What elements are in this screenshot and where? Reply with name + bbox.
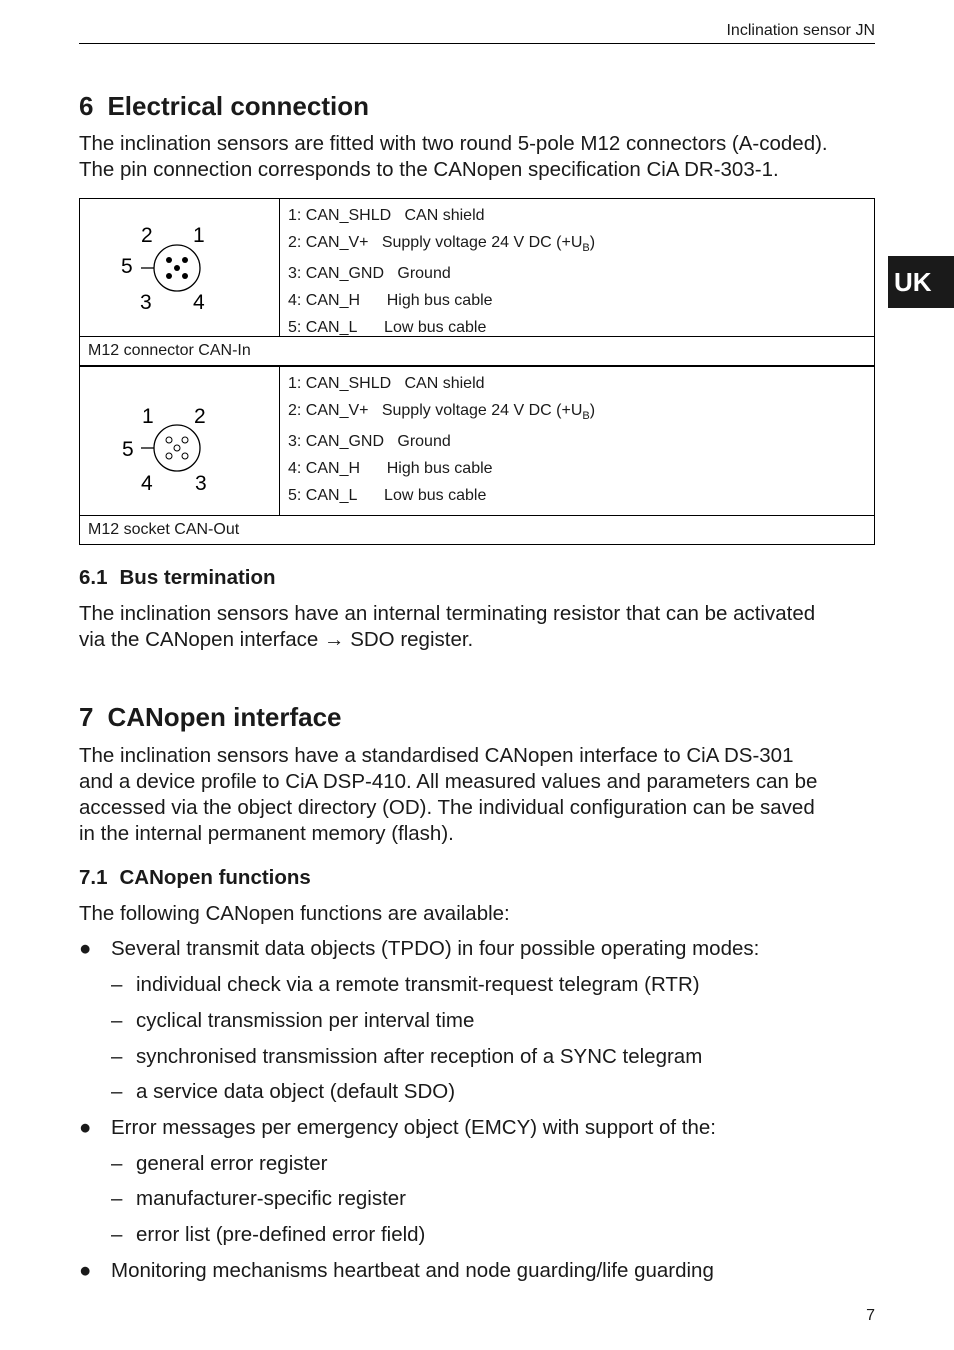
pin-entry: 5: CAN_L Low bus cable [288,318,487,336]
text-line: The pin connection corresponds to the CANopen specification CiA DR-303-1. [79,158,779,181]
connector-row [80,199,874,337]
pin-label: 4 [193,291,205,314]
bullet-icon: ● [79,1259,92,1282]
pin-entry: 2: CAN_V+ Supply voltage 24 V DC $(+U_B)$ [288,401,596,422]
pin-entry: 4: CAN_H High bus cable [288,291,493,309]
pin-entry: 1: CAN_SHLD CAN shield [288,207,485,224]
connector-caption: M12 connector CAN-In [80,337,874,366]
text-line: The inclination sensors have an internal terminating resistor that can be activated [79,602,816,625]
section-6-intro [79,131,879,183]
sub-item: – individual check via a remote transmit-request telegram (RTR) [111,973,700,996]
sub-item: – error list (pre-defined error field) [111,1223,426,1246]
connector-row [80,367,874,516]
pin-entry: 3: CAN_GND Ground [288,433,451,451]
pin-entry: 3: CAN_GND Ground [288,265,451,283]
section-7-text [79,743,879,847]
running-header: Inclination sensor JN [726,22,875,39]
sub-item: – synchronised transmission after reception of a SYNC telegram [111,1045,703,1068]
bullet-item: ● Monitoring mechanisms heartbeat and node guarding/life guarding [79,1259,714,1282]
sub-item: – a service data object (default SDO) [111,1080,456,1103]
pin-entry: 5: CAN_L Low bus cable [288,486,487,504]
language-tab: UK [888,256,954,308]
pin-label: 2 [141,224,153,247]
sub-item: – cyclical transmission per interval time [111,1009,475,1032]
section-7-1-intro: The following CANopen functions are available: [79,902,510,925]
sub-item: – general error register [111,1152,328,1175]
connector-caption: M12 socket CAN-Out [88,521,240,538]
pin-label: 1 [142,405,154,428]
pin-list [280,199,874,336]
section-6-1-text [79,601,879,653]
pin-label: 3 [195,472,207,495]
section-6-1-heading: 6.1 Bus termination [79,566,276,589]
text-line: in the internal permanent memory (flash). [79,822,454,845]
bullet-item: ● Several transmit data objects (TPDO) in four possible operating modes: [79,937,760,960]
section-title: Electrical connection [107,91,369,121]
pin-label: 1 [193,224,205,247]
bullet-icon: ● [79,937,92,960]
m12-connector-diagram [80,199,280,336]
section-7-1-heading: 7.1 CANopen functions [79,866,311,889]
text-line: via the CANopen interface → SDO register. [79,628,474,651]
pin-list [280,367,874,515]
page-number: 7 [866,1307,875,1324]
header-rule [79,43,875,44]
pin-label: 4 [141,472,153,495]
section-7-heading: 7 CANopen interface [79,702,342,732]
section-6-heading [79,91,369,122]
pin-label: 3 [140,291,152,314]
pin-label: 5 [122,438,134,461]
text-line: accessed via the object directory (OD). The individual configuration can be saved [79,796,815,819]
text-line: The inclination sensors are fitted with two round 5-pole M12 connectors (A-coded). [79,132,828,155]
text-line: The inclination sensors have a standardised CANopen interface to CiA DS-301 [79,744,794,767]
m12-socket-diagram [80,367,280,515]
pin-entry: 1: CAN_SHLD CAN shield [288,375,485,392]
pin-label: 5 [121,255,133,278]
sub-item: – manufacturer-specific register [111,1187,407,1210]
text-line: and a device profile to CiA DSP-410. All measured values and parameters can be [79,770,818,793]
bullet-icon: ● [79,1116,92,1139]
pin-entry: 4: CAN_H High bus cable [288,459,493,477]
pin-assignment-table [79,198,875,545]
section-number: 6 [79,91,94,121]
bullet-item: ● Error messages per emergency object (EMCY) with support of the: [79,1116,716,1139]
pin-entry: 2: CAN_V+ Supply voltage 24 V DC $(+U_B)$ [288,233,596,254]
pin-label: 2 [194,405,206,428]
